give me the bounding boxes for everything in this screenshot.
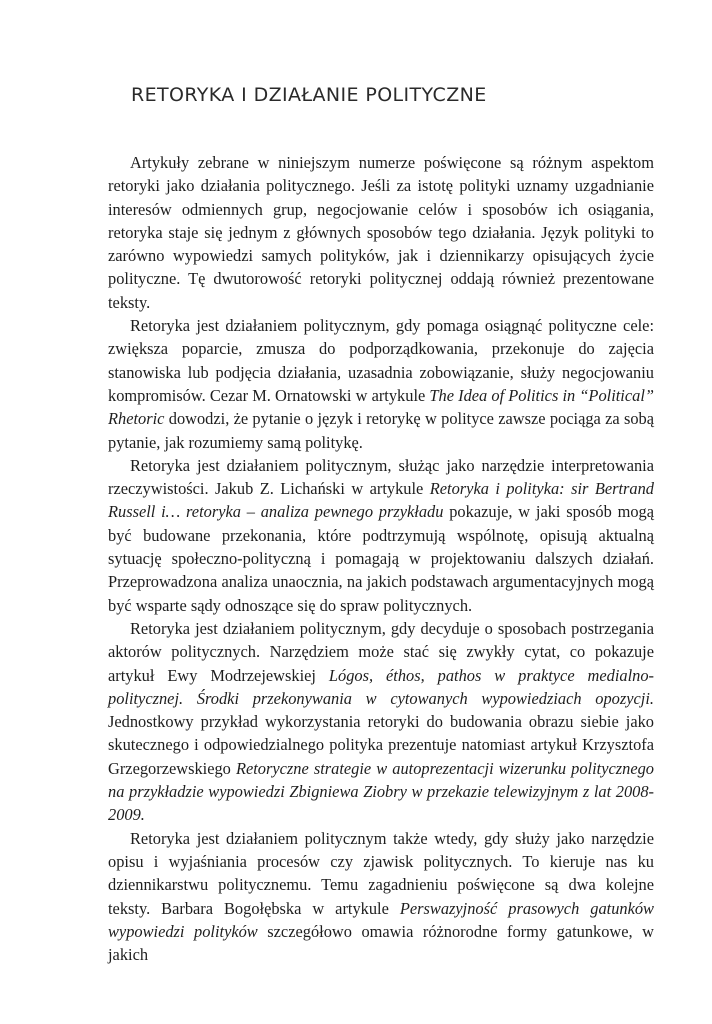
text-segment: Retoryka jest działaniem politycznym, gdy decyduje o sposobach postrzegania aktorów politycznych. Narzędziem może stać się zwykły cytat, co pokazuje artykuł Ewy Modrzejewskiej: [108, 618, 654, 685]
italic-title: Perswazyjność prasowych gatunków wypowiedzi polityków: [108, 898, 654, 941]
text-segment: Jednostkowy przykład wykorzystania retoryki do budowania obrazu siebie jako skutecznego i odpowiedzialnego polityka prezentuje natomiast artykuł Krzysztofa Grzegorzewskiego: [108, 712, 654, 778]
paragraph: [108, 617, 654, 827]
text-segment: Retoryka jest działaniem politycznym, służąc jako narzędzie interpretowania rzeczywistości. Jakub Z. Lichański w artykule: [108, 455, 654, 499]
italic-title: Retoryczne strategie w autoprezentacji wizerunku politycznego na przykładzie wypowiedzi Zbigniewa Ziobry w przekazie telewizyjnym z lat 2008-2009.: [108, 758, 654, 825]
article-body: [108, 151, 654, 966]
text-segment: pokazuje, w jaki sposób mogą być budowane przekonania, które podtrzymują wspólnotę, opisują aktualną sytuację społeczno-polityczną i pomagają w projektowaniu dalszych działań. Przeprowadzona analiza unaocznia, na jakich podstawach argumentacyjnych mogą być wsparte sądy odnoszące się do spraw politycznych.: [108, 502, 654, 615]
paragraph: [108, 314, 654, 454]
page-title: RETORYKA I DZIAŁANIE POLITYCZNE: [131, 84, 487, 106]
italic-title: Retoryka i polityka: sir Bertrand Russell i… retoryka – analiza pewnego przykładu: [108, 479, 655, 522]
text-segment: dowodzi, że pytanie o język i retorykę w polityce zawsze pociąga za sobą pytanie, jak rozumiemy samą politykę.: [108, 409, 654, 452]
text-segment: szczegółowo omawia różnorodne formy gatunkowe, w jakich: [108, 921, 654, 965]
paragraph: [108, 151, 654, 314]
italic-title: Lógos, éthos, pathos w praktyce medialno-politycznej. Środki przekonywania w cytowanych wypowiedziach opozycji.: [108, 665, 654, 708]
text-segment: Artykuły zebrane w niniejszym numerze poświęcone są różnym aspektom retoryki jako działania politycznego. Jeśli za istotę polityki uznamy uzgadnianie interesów odmiennych grup, negocjowanie celów i sposobów ich osiągania, retoryka staje się jednym z głównych sposobów tego działania. Język polityki to zarówno wypowiedzi samych polityków, jak i dziennikarzy opisujących życie polityczne. Tę dwutorowość retoryki politycznej oddają również prezentowane teksty.: [108, 153, 654, 312]
paragraph: [108, 454, 654, 617]
paragraph: [108, 827, 654, 967]
text-segment: Retoryka jest działaniem politycznym także wtedy, gdy służy jako narzędzie opisu i wyjaśniania procesów czy zjawisk politycznych. To kieruje nas ku dziennikarstwu politycznemu. Temu zagadnieniu poświęcone są dwa kolejne teksty. Barbara Bogołębska w artykule: [108, 828, 654, 918]
italic-title: The Idea of Politics in “Political” Rhetoric: [108, 385, 654, 429]
text-segment: Retoryka jest działaniem politycznym, gdy pomaga osiągnąć polityczne cele: zwiększa poparcie, zmusza do podporządkowania, przekonuje do zajęcia stanowiska lub podjęcia działania, uzasadnia zobowiązanie, służy negocjowaniu kompromisów. Cezar M. Ornatowski w artykule: [108, 316, 654, 405]
